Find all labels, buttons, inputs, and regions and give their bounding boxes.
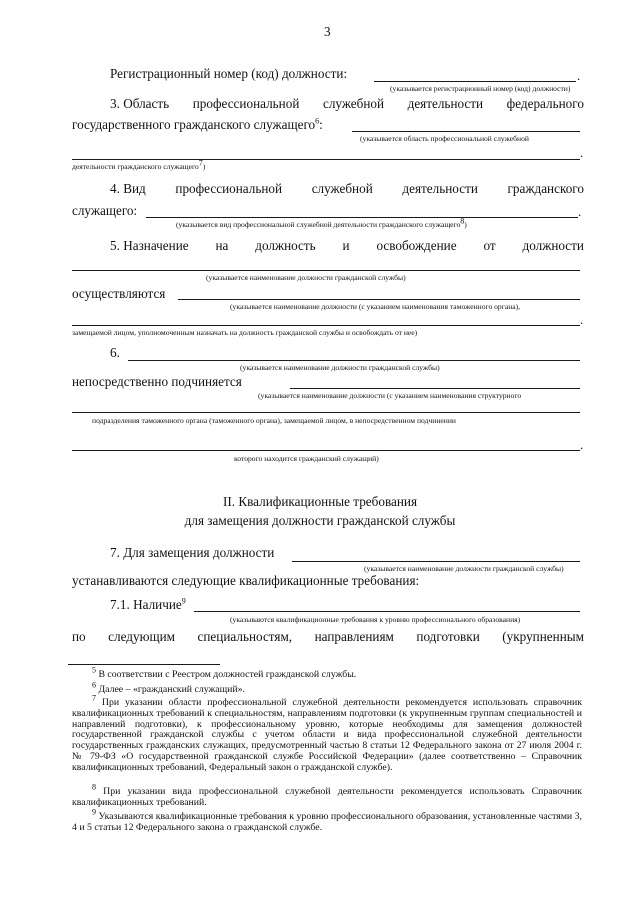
section-5-line2: осуществляются <box>72 286 166 301</box>
section-3-word: профессиональной <box>192 96 300 111</box>
section-3-field-2[interactable] <box>72 159 580 160</box>
section-7-1-word: направлениям <box>314 629 394 644</box>
section-7-1-word: следующим <box>108 629 175 644</box>
section-4-word: гражданского <box>507 181 584 196</box>
section-4-hint: (указывается вид профессиональной служебной деятельности гражданского служащего$^8$) <box>176 216 467 229</box>
section-7-1-label: 7.1. Наличие$^9$ <box>110 596 186 612</box>
reg-number-hint: (указывается регистрационный номер (код) должности) <box>390 84 571 93</box>
section-3-word: служебной <box>322 96 385 111</box>
section-3-hint-1: (указывается область профессиональной служебной <box>360 134 529 143</box>
section-6-hint-4: которого находится гражданский служащий) <box>234 454 379 463</box>
footnote-9: $^9$ Указываются квалификационные требования к уровню профессионального образования, установленные частями 3, 4 и 5 статьи 12 Федерального закона о гражданской службе. <box>72 807 583 833</box>
section-7-1-hint: (указываются квалификационные требования к уровню профессионального образования) <box>230 615 521 624</box>
reg-number-label: Регистрационный номер (код) должности: <box>110 66 348 81</box>
section-6-hint-2: (указывается наименование должности (с указанием наименования структурного <box>258 391 522 400</box>
section-3-word: 3. Область <box>110 96 170 111</box>
footnote-6: $^6$ Далее – «гражданский служащий». <box>92 680 246 695</box>
section-3-word: федерального <box>506 96 584 111</box>
section-3-hint-2: деятельности гражданского служащего$^7$) <box>72 158 206 171</box>
section-6-field-2[interactable] <box>290 388 580 389</box>
section-5-end: . <box>580 312 584 327</box>
reg-number-end: . <box>577 68 581 83</box>
section-5-hint-2: (указывается наименование должности (с указанием наименования таможенного органа), <box>230 302 521 311</box>
section-3-word: деятельности <box>407 96 484 111</box>
section-5-hint-1: (указывается наименование должности гражданской службы) <box>206 273 406 282</box>
section-7-1-word: по <box>72 629 86 644</box>
section-6-field-4[interactable] <box>72 450 580 451</box>
section-6-hint-3: подразделения таможенного органа (таможенного органа), замещаемой лицом, в непосредственном подчинении <box>92 416 456 425</box>
section-4-word: служебной <box>311 181 373 196</box>
section-5-hint-3: замещаемой лицом, уполномоченным назначать на должность гражданской службы и освобождать от нее) <box>72 328 418 337</box>
footnote-7: $^7$ При указании области профессиональной служебной деятельности рекомендуется использовать справочник квалификационных требований к специальностям, направлениям подготовки (к укрупненным группам специальностей и направлений подготовки), к профессиональному уровню, которые необходимы для замещения должностей государственной гражданской службы с учетом области и вида профессиональной служебной деятельности государственных гражданских служащих, предусмотренный частью 8 статьи 12 Федерального закона от 27 июля 2004 г. № 79-ФЗ «О государственной гражданской службе Российской Федерации» (далее соответственно – Справочник квалификационных требований, Федеральный закон о гражданской службе). <box>72 693 582 773</box>
section-5-word: на <box>215 238 229 253</box>
section-5-word: должность <box>255 238 316 253</box>
section-3-line2: государственного гражданского служащего$^6$: <box>72 116 323 132</box>
section-5-word: от <box>483 238 496 253</box>
section-4-word: деятельности <box>402 181 478 196</box>
section-6-end: . <box>580 437 584 452</box>
section-6-number: 6. <box>110 345 120 360</box>
section-5-word: освобождение <box>376 238 457 253</box>
section-5-line1 <box>110 238 584 254</box>
section-4-field[interactable] <box>146 217 578 218</box>
section-5-word: должности <box>522 238 584 253</box>
section-7-1-word: специальностям, <box>197 629 293 644</box>
section-6-line2: непосредственно подчиняется <box>72 374 242 389</box>
section-2-title: II. Квалификационные требования <box>222 494 418 509</box>
section-7-1-field[interactable] <box>194 611 580 612</box>
footnote-8: $^8$ При указании вида профессиональной служебной деятельности рекомендуется использовать Справочник квалификационных требований. <box>72 782 583 808</box>
section-6-hint-1: (указывается наименование должности гражданской службы) <box>240 363 440 372</box>
section-4-word: 4. Вид <box>110 181 146 196</box>
section-5-word: 5. Назначение <box>110 238 189 253</box>
section-3-line1 <box>110 96 584 112</box>
section-7-1-word: (укрупненным <box>502 629 584 644</box>
section-4-end: . <box>578 204 582 219</box>
section-6-field-1[interactable] <box>128 360 580 361</box>
footnote-5: $^5$ В соответствии с Реестром должностей гражданской службы. <box>92 665 357 680</box>
section-7-1-word: подготовки <box>416 629 480 644</box>
section-5-field-3[interactable] <box>72 325 580 326</box>
section-4-line1 <box>110 181 584 197</box>
section-3-end: . <box>580 145 584 160</box>
page-number: 3 <box>324 24 331 39</box>
section-7-label: 7. Для замещения должности <box>110 545 275 560</box>
section-3-field-1[interactable] <box>352 131 580 132</box>
section-5-field-2[interactable] <box>178 299 580 300</box>
section-7-field[interactable] <box>292 561 580 562</box>
section-4-word: профессиональной <box>175 181 283 196</box>
section-5-field-1[interactable] <box>72 270 580 271</box>
section-6-field-3[interactable] <box>72 412 580 413</box>
section-2-subtitle: для замещения должности гражданской службы <box>184 513 456 528</box>
section-5-word: и <box>342 238 350 253</box>
section-7-line2: устанавливаются следующие квалификационные требования: <box>72 573 420 588</box>
section-7-1-line2 <box>72 629 584 645</box>
section-4-line2: служащего: <box>72 203 138 218</box>
reg-number-field[interactable] <box>374 81 576 82</box>
footnote-separator <box>68 664 220 665</box>
section-7-hint: (указывается наименование должности гражданской службы) <box>364 564 564 573</box>
